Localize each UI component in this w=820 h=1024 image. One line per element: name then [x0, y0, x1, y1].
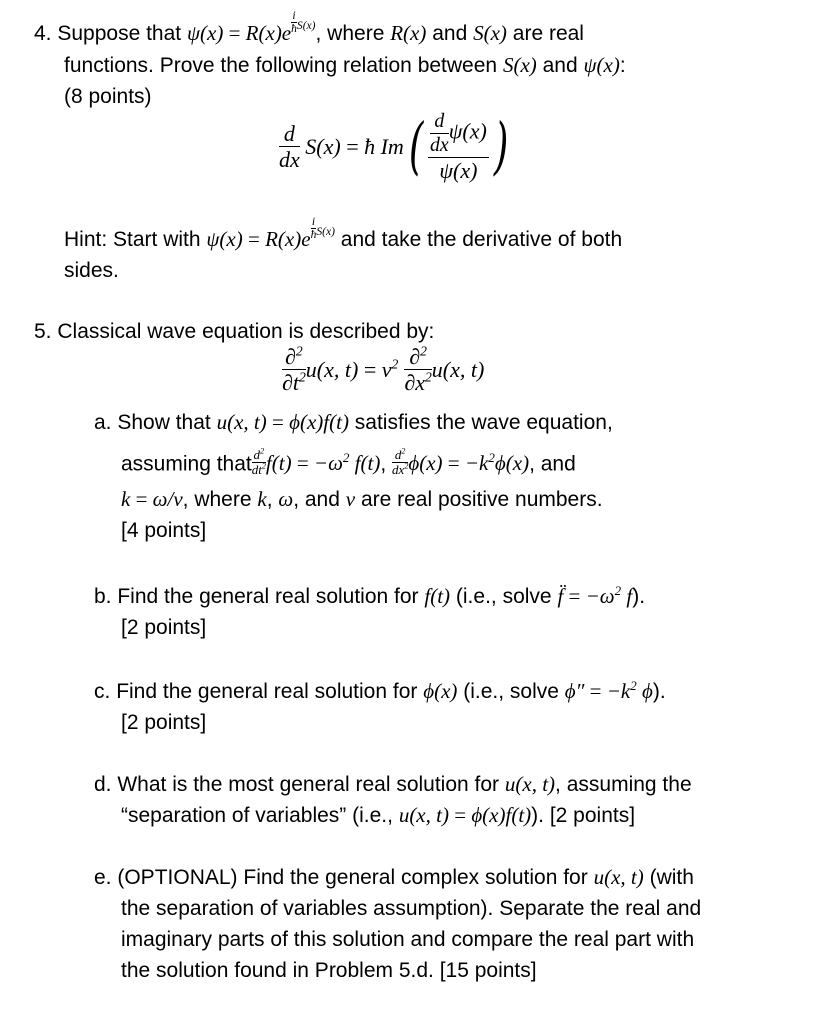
part-c-line-1: c. Find the general real solution for ϕ(x) (i.e., solve $\phi'' = -k^2$ ϕ).: [94, 678, 666, 703]
part-a-points: [4 points]: [121, 519, 207, 542]
part-c-points: [2 points]: [121, 711, 207, 734]
part-d-line-2: “separation of variables” (i.e., u(x, t) = ϕ(x)f(t)). [2 points]: [121, 803, 636, 827]
part-a-line-3: k = ω/v, where k, ω, and v are real positive numbers.: [121, 487, 603, 511]
problem-4-display-equation: $\frac{d}{dx}$ S(x) = ħ Im ( $\frac{d}{dx}$ ψ(x) ψ(x) ): [279, 109, 509, 183]
part-b-points: [2 points]: [121, 616, 207, 639]
part-b-line-1: b. Find the general real solution for f(t) (i.e., solve f̈ = $-\omega^2$ f).: [94, 583, 646, 608]
psi-definition: ψ(x) = R(x)e $\frac{i}{ħ}$ S(x): [186, 9, 316, 45]
part-a-line-2: assuming that $\frac{d^2}{dt^2}$ $f(t) = -\omega^2$ f(t), $\frac{d^2}{dx^2}$ $\phi(x) = -k^2\phi(x)$, and: [121, 446, 576, 477]
problem-4-line-2: functions. Prove the following relation between S(x) and ψ(x):: [64, 53, 626, 77]
part-a-line-1: a. Show that u(x, t) = ϕ(x)f(t) satisfies the wave equation,: [94, 410, 613, 434]
problem-4-hint: Hint: Start with ψ(x) = R(x)e $\frac{i}{ħ}$ S(x) and take the derivative of both: [64, 215, 623, 251]
wave-equation: $\frac{\partial^2}{\partial t^2}$ u(x, $t) = v^2$ $\frac{\partial^2}{\partial x^2}$ u(x, t): [282, 343, 485, 396]
part-d-line-1: d. What is the most general real solution for u(x, t), assuming the: [94, 772, 692, 796]
problem-5-intro: 5. Classical wave equation is described by:: [34, 320, 435, 343]
part-e-line-3: imaginary parts of this solution and compare the real part with: [121, 928, 695, 951]
problem-4-line-1: 4. Suppose that ψ(x) = R(x)e $\frac{i}{ħ}$ S(x), where R(x) and S(x) are real: [34, 9, 584, 45]
part-e-line-4: the solution found in Problem 5.d. [15 points]: [121, 959, 537, 982]
problem-4-points: (8 points): [64, 85, 152, 108]
problem-5-number: 5.: [34, 320, 52, 343]
problem-4-hint-cont: sides.: [64, 259, 119, 282]
part-e-line-2: the separation of variables assumption). Separate the real and: [121, 897, 702, 920]
part-e-line-1: e. (OPTIONAL) Find the general complex solution for u(x, t) (with: [94, 865, 694, 889]
problem-4-number: 4.: [34, 22, 52, 45]
